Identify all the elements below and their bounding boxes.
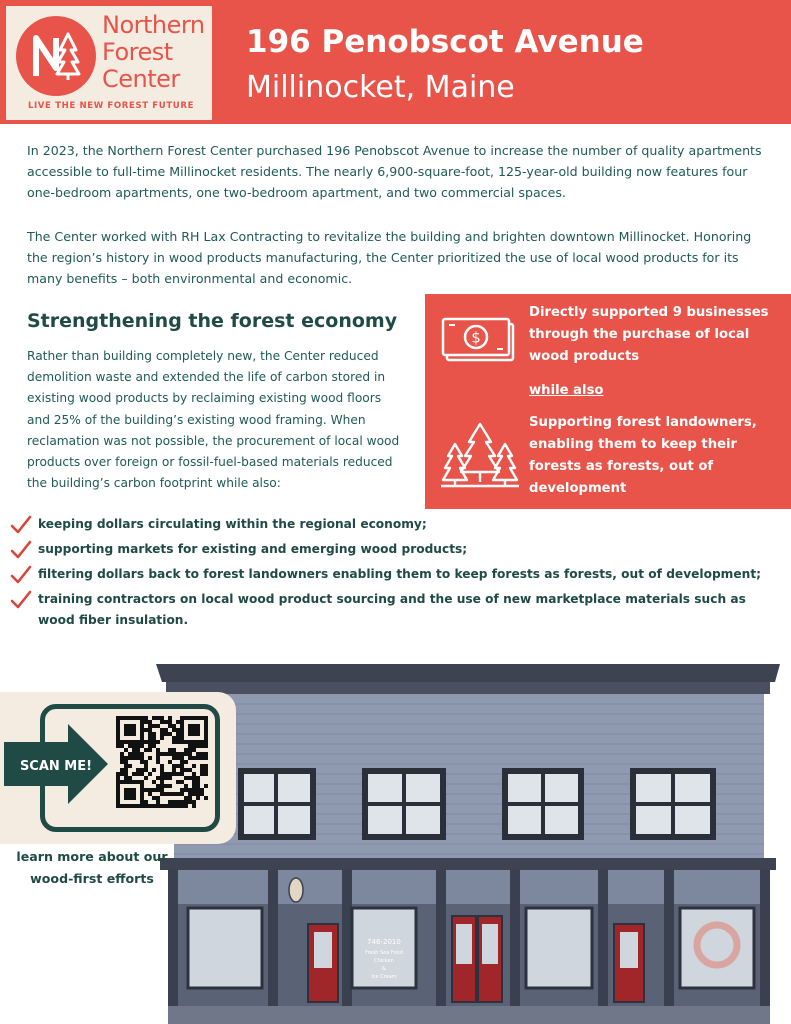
nf-monogram-icon: [16, 16, 96, 96]
window-sign-phone: 746-2010: [367, 938, 401, 946]
list-item-text: keeping dollars circulating within the regional economy;: [38, 517, 427, 531]
list-item: [10, 564, 785, 585]
window-sign-line: Chicken: [374, 958, 394, 964]
money-bill-icon: [441, 314, 519, 366]
logo-wordmark: Northern Forest Center: [102, 11, 205, 93]
building-photo: [150, 660, 791, 1024]
list-item-text: supporting markets for existing and emerging wood products;: [38, 542, 468, 556]
window-sign-line: Fresh Sea Food: [365, 950, 403, 956]
list-item-text: training contractors on local wood product sourcing and the use of new marketplace materials such as wood fiber insulation.: [38, 592, 746, 627]
callout-while-also: while also: [529, 383, 604, 398]
window-sign-line: &: [382, 966, 386, 972]
list-item: [10, 589, 785, 631]
checkmark-icon: [10, 515, 32, 535]
header-banner: [0, 0, 791, 124]
pine-trees-icon: [439, 420, 521, 490]
qr-code[interactable]: [116, 716, 208, 808]
callout-businesses-text: Directly supported 9 businesses through the purchase of local wood products: [529, 305, 769, 364]
page-title: 196 Penobscot Avenue: [246, 24, 644, 60]
benefits-checklist: [10, 514, 785, 635]
checkmark-icon: [10, 565, 32, 585]
section-body: Rather than building completely new, the Center reduced demolition waste and extended the life of carbon stored in existing wood products by reclaiming existing wood floors and 25% of the building’s existing wood framing. When reclamation was not possible, the procurement of local wood products over foreign or fossil-fuel-based materials reduced the building’s carbon footprint while also:: [27, 349, 400, 491]
window-sign-line: Ice Cream: [371, 974, 397, 980]
logo-tagline: LIVE THE NEW FOREST FUTURE: [27, 101, 195, 111]
scan-panel: [0, 692, 236, 844]
checkmark-icon: [10, 590, 32, 610]
intro-paragraph-1: In 2023, the Northern Forest Center purchased 196 Penobscot Avenue to increase the number of quality apartments accessible to full-time Millinocket residents. The nearly 6,900-square-foot, 125-year-old building now features four one-bedroom apartments, one two-bedroom apartment, and two commercial spaces.: [27, 143, 762, 200]
learn-more-text: learn more about our wood-first efforts: [16, 849, 168, 886]
list-item-text: filtering dollars back to forest landowners enabling them to keep forests as forests, out of development;: [38, 567, 762, 581]
intro-paragraph-2: The Center worked with RH Lax Contracting to revitalize the building and brighten downtown Millinocket. Honoring the region’s history in wood products manufacturing, the Center prioritized the use of local wood products for its many benefits – both environmental and economic.: [27, 229, 752, 286]
list-item: [10, 514, 785, 535]
list-item: [10, 539, 785, 560]
impact-callout: [425, 294, 791, 509]
checkmark-icon: [10, 540, 32, 560]
section-heading: Strengthening the forest economy: [27, 310, 398, 332]
scan-me-label: SCAN ME!: [19, 759, 93, 774]
callout-landowners-text: Supporting forest landowners, enabling them to keep their forests as forests, out of development: [529, 415, 757, 496]
logo[interactable]: [6, 6, 212, 120]
svg-text:$: $: [471, 328, 481, 347]
page-subtitle: Millinocket, Maine: [246, 70, 515, 105]
